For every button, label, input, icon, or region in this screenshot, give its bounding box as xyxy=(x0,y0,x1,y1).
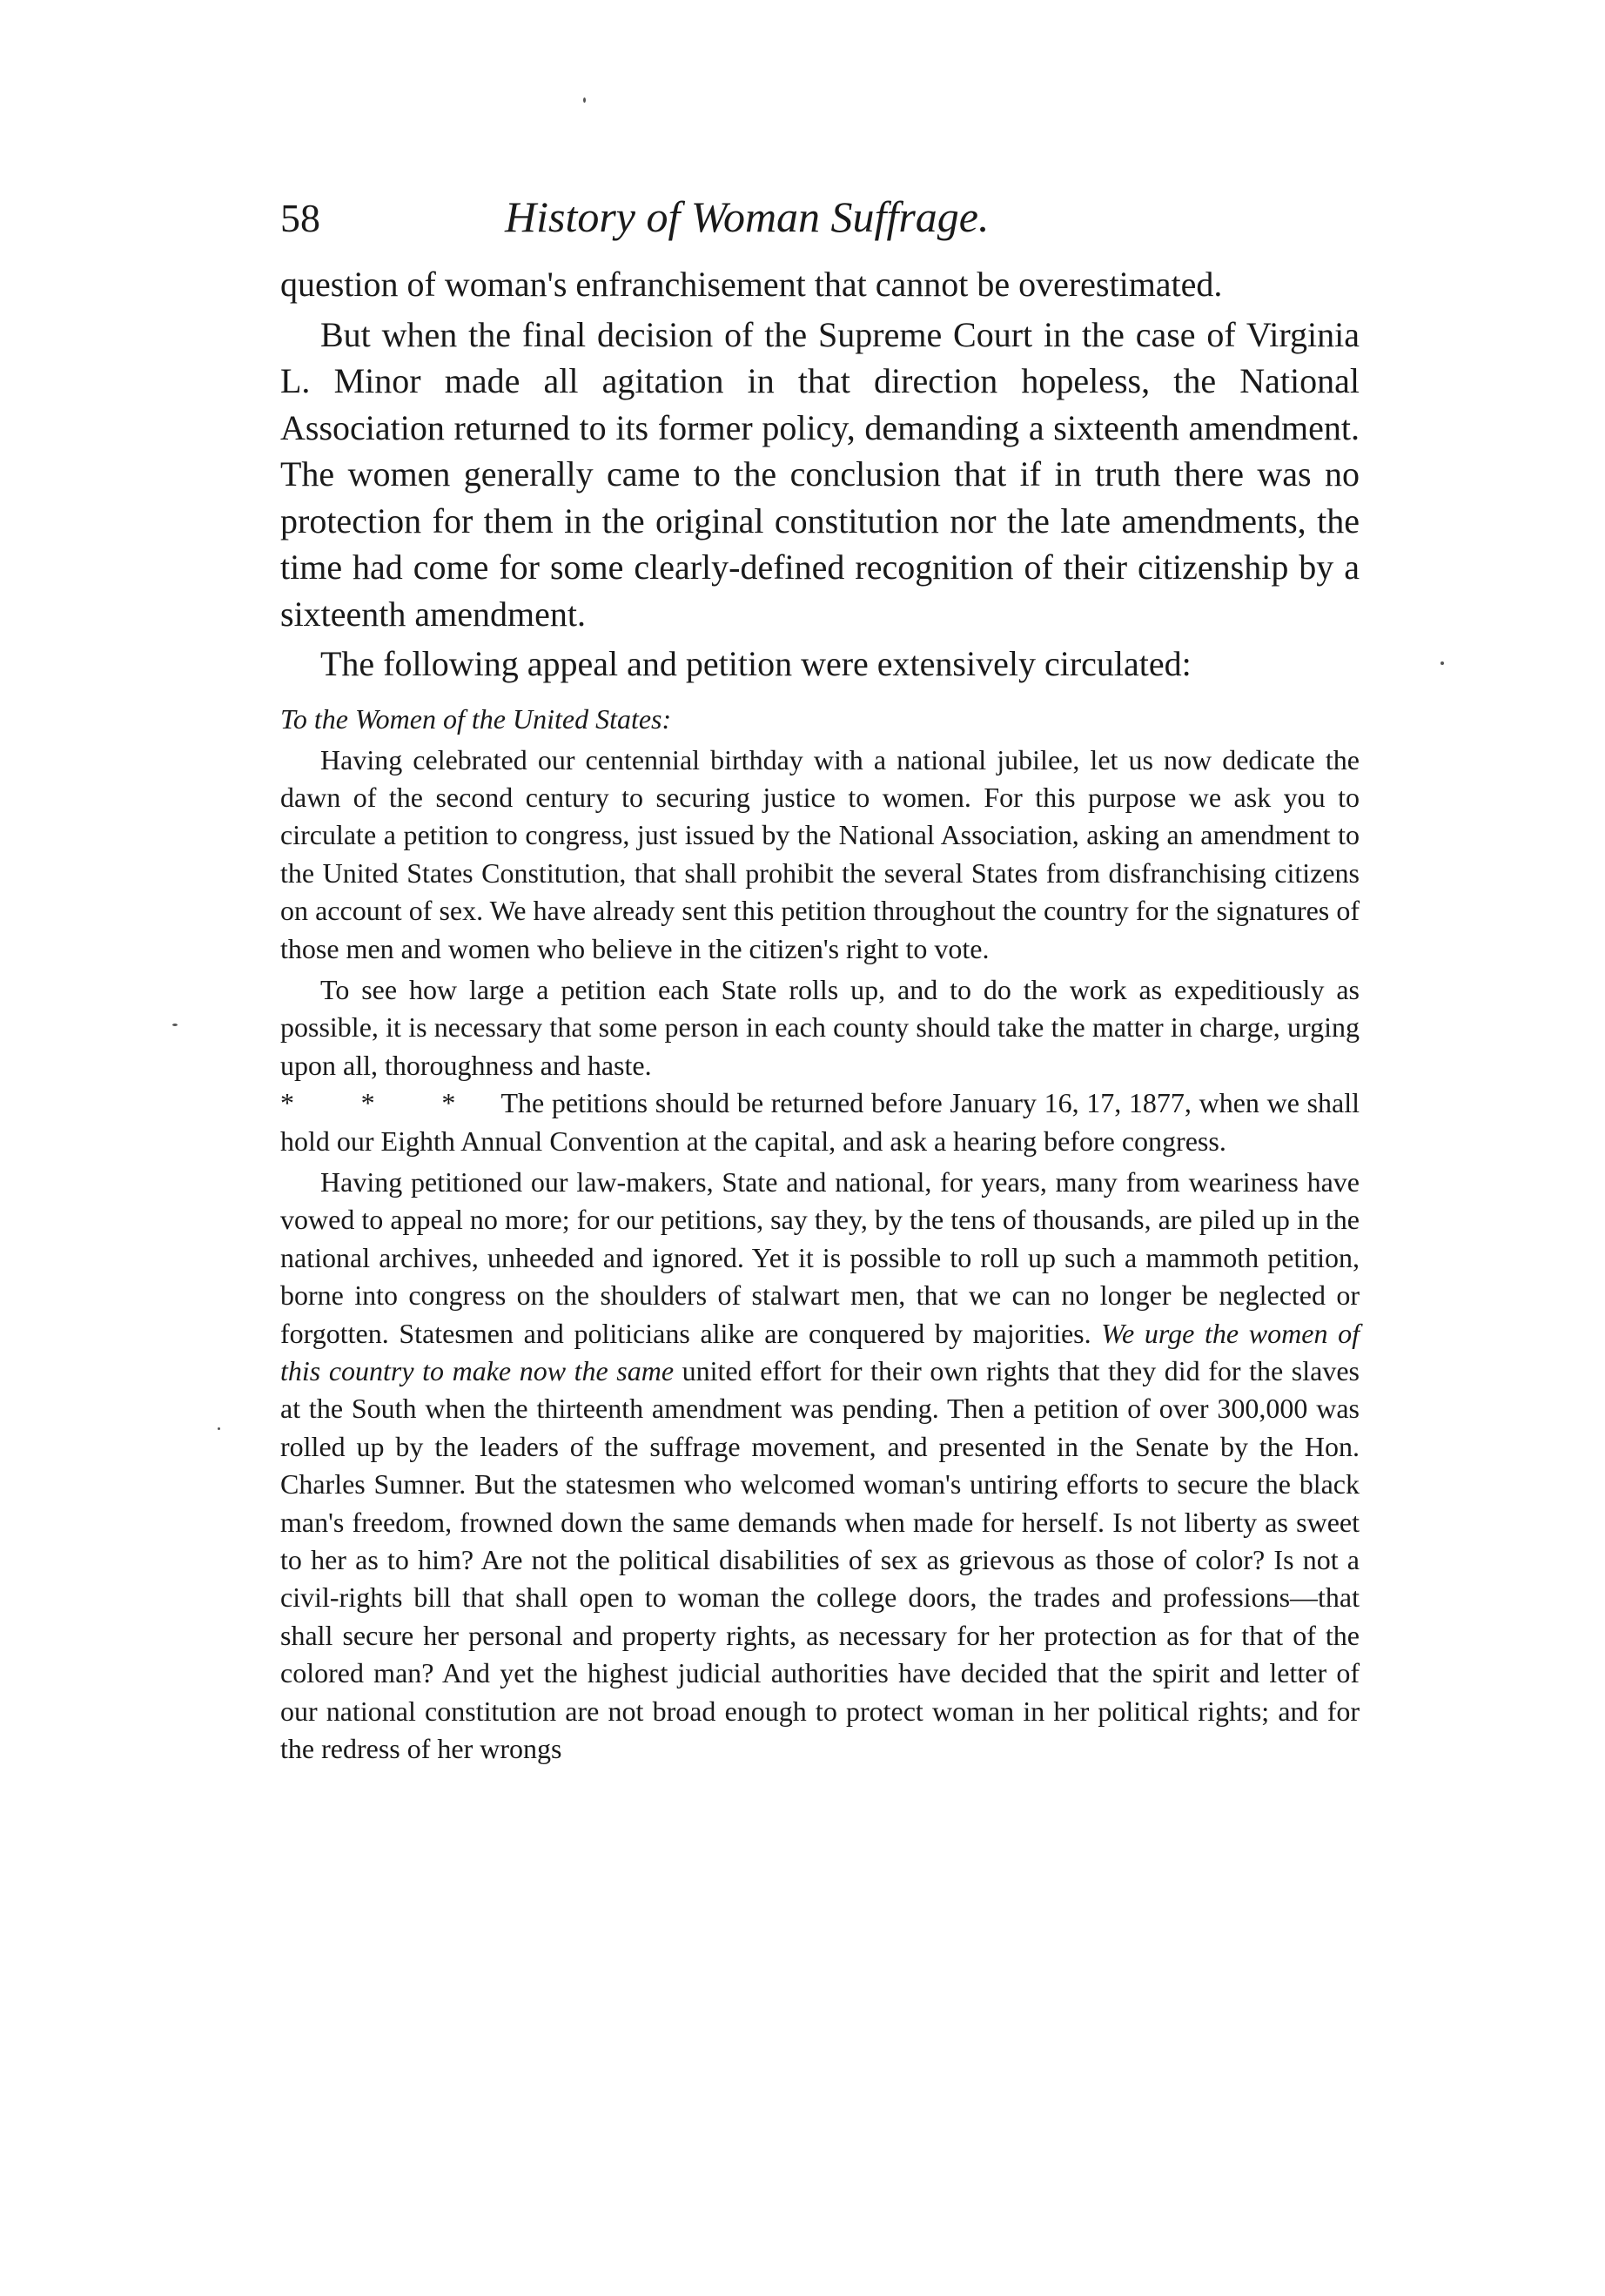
intro-paragraph-1: question of woman's enfranchisement that cannot be overestimated. xyxy=(280,265,1223,304)
scan-speck xyxy=(1440,661,1444,665)
appeal-paragraph-3-text: The petitions should be returned before January 16, 17, 1877, when we shall hold our Eighth Annual Convention at the capital, and ask a hearing before congress. xyxy=(280,1087,1360,1157)
intro-paragraph-2: But when the final decision of the Supreme Court in the case of Virginia L. Minor made all agitation in that direction hopeless, the National Association returned to its former policy, demanding a sixteenth amendment. The women generally came to the conclusion that if in truth there was no protection for them in the original constitution nor the late amendments, the time had come for some clearly-defined recognition of their citizenship by a sixteenth amendment. xyxy=(280,314,1360,634)
page-number: 58 xyxy=(280,196,320,240)
running-title: History of Woman Suffrage. xyxy=(505,192,990,241)
scan-speck xyxy=(583,97,586,103)
appeal-salutation: To the Women of the United States: xyxy=(280,702,672,735)
appeal-paragraph-2: To see how large a petition each State rolls up, and to do the work as expeditiously as possible, it is necessary that some person in each county should take the matter in charge, urging upon all, thoroughness and haste. xyxy=(280,973,1360,1081)
page-header xyxy=(280,191,1360,252)
scan-speck xyxy=(172,1024,178,1026)
appeal-section xyxy=(280,702,1360,1769)
appeal-paragraph-4 xyxy=(280,1164,1360,1769)
appeal-paragraph-4-text-a: Having petitioned our law-makers, State and national, for years, many from weariness have vowed to appeal no more; for our petitions, say they, by the tens of thousands, are piled up in the national archives, unheeded and ignored. Yet it is possible to roll up such a mammoth petition, borne into congress on the shoulders of stalwart men, that we can no longer be neglected or forgotten. Statesmen and politicians alike are conquered by majorities. xyxy=(280,1165,1360,1349)
appeal-paragraph-4-text-b: united effort for their own rights that they did for the slaves at the South when the thirteenth amendment was pending. Then a petition of over 300,000 was rolled up by the leaders of the suffrage movement, and presented in the Senate by the Hon. Charles Sumner. But the statesmen who welcomed woman's untiring efforts to secure the black man's freedom, frowned down the same demands when made for herself. Is not liberty as sweet to her as to him? Are not the political disabilities of sex as grievous as those of color? Is not a civil-rights bill that shall open to woman the college doors, the trades and professions—that shall secure her personal and property rights, as necessary for her protection as for that of the colored man? And yet the highest judicial authorities have decided that the spirit and letter of our national constitution are not broad enough to protect woman in her political rights; and for the redress of her wrongs xyxy=(280,1355,1360,1765)
intro-paragraph-3: The following appeal and petition were extensively circulated: xyxy=(320,644,1192,683)
section-break-asterisks: * * * xyxy=(280,1087,486,1119)
main-text xyxy=(280,261,1360,688)
appeal-paragraph-3 xyxy=(280,1084,1360,1160)
book-page xyxy=(280,191,1360,1768)
appeal-paragraph-1: Having celebrated our centennial birthday with a national jubilee, let us now dedicate the dawn of the second century to securing justice to women. For this purpose we ask you to circulate a petition to congress, just issued by the National Association, asking an amendment to the United States Constitution, that shall prohibit the several States from disfranchising citizens on account of sex. We have already sent this petition throughout the country for the signatures of those men and women who believe in the citizen's right to vote. xyxy=(280,743,1360,964)
appeal-paragraph-4-italic: We urge the women of this country to make now the same xyxy=(280,1317,1360,1386)
scan-speck xyxy=(218,1427,220,1430)
